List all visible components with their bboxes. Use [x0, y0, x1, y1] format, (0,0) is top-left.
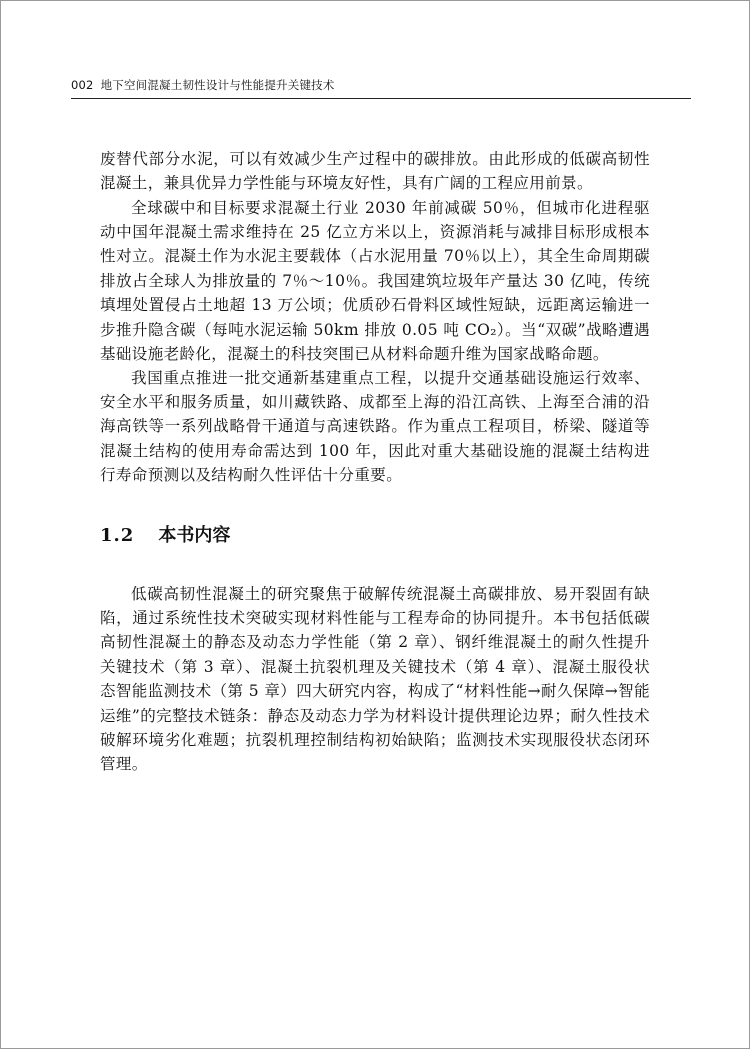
section-heading — [100, 521, 230, 547]
page-number: 002 — [71, 78, 94, 92]
section-title: 本书内容 — [158, 525, 231, 546]
paragraph-book-contents: 低碳高韧性混凝土的研究聚焦于破解传统混凝土高碳排放、易开裂固有缺陷，通过系统性技术突破实现材料性能与工程寿命的协同提升。本书包括低碳高韧性混凝土的静态及动态力学性能（第 2 章）、钢纤维混凝土的耐久性提升关键技术（第 3 章）、混凝土抗裂机理及关键技术（第 4 章）、混凝土服役状态智能监测技术（第 5 章）四大研究内容，构成了“材料性能→耐久保障→智能运维”的完整技术链条：静态及动态力学为材料设计提供理论边界；耐久性技术破解环境劣化难题；抗裂机理控制结构初始缺陷；监测技术实现服役状态闭环管理。 — [100, 584, 650, 774]
section-number: 1.2 — [100, 525, 135, 546]
paragraph-continued: 废替代部分水泥，可以有效减少生产过程中的碳排放。由此形成的低碳高韧性混凝土，兼具优异力学性能与环境友好性，具有广阔的工程应用前景。 — [100, 149, 650, 192]
paragraph-carbon-neutrality: 全球碳中和目标要求混凝土行业 2030 年前减碳 50％，但城市化进程驱动中国年混凝土需求维持在 25 亿立方米以上，资源消耗与减排目标形成根本性对立。混凝土作为水泥主要载体（占水泥用量 70％以上），其全生命周期碳排放占全球人为排放量的 7％～10％。我国建筑垃圾年产量达 30 亿吨，传统填埋处置侵占土地超 13 万公顷；优质砂石骨料区域性短缺，远距离运输进一步推升隐含碳（每吨水泥运输 50km 排放 0.05 吨 CO₂）。当“双碳”战略遭遇基础设施老龄化，混凝土的科技突围已从材料命题升维为国家战略命题。 — [100, 198, 650, 363]
header-rule — [71, 98, 691, 99]
paragraph-transport-infrastructure: 我国重点推进一批交通新基建重点工程，以提升交通基础设施运行效率、安全水平和服务质量，如川藏铁路、成都至上海的沿江高铁、上海至合浦的沿海高铁等一系列战略骨干通道与高速铁路。作为重点工程项目，桥梁、隧道等混凝土结构的使用寿命需达到 100 年，因此对重大基础设施的混凝土结构进行寿命预测以及结构耐久性评估十分重要。 — [100, 368, 650, 485]
book-title: 地下空间混凝土韧性设计与性能提升关键技术 — [100, 78, 335, 92]
running-head — [71, 77, 691, 93]
